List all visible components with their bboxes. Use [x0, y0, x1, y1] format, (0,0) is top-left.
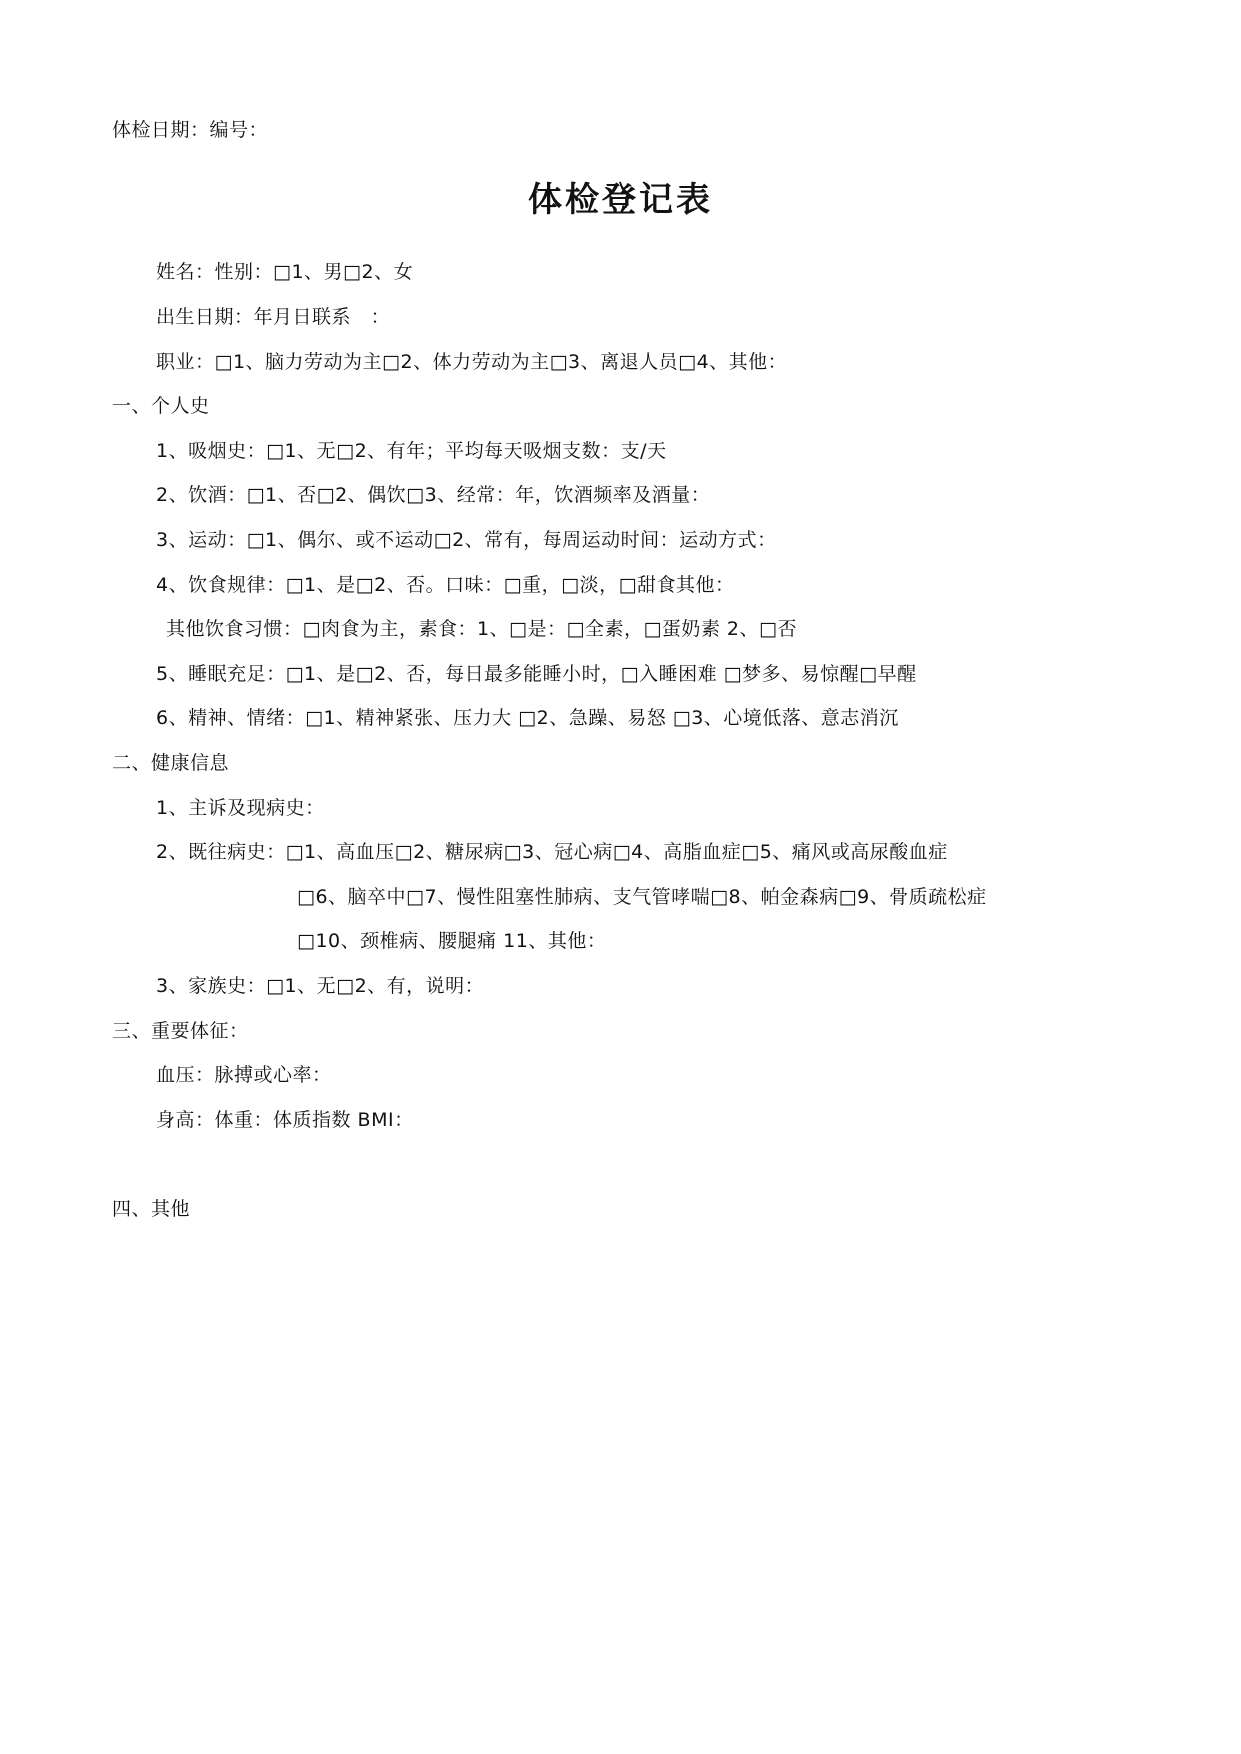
page-title: 体检登记表 [528, 180, 713, 220]
past-history-line-1: 2、既往病史：□1、高血压□2、糖尿病□3、冠心病□4、高脂血症□5、痛风或高尿酸血症 [156, 841, 948, 863]
past-history-line-2: □6、脑卒中□7、慢性阻塞性肺病、支气管哮喘□8、帕金森病□9、骨质疏松症 [297, 886, 987, 908]
section-personal-history-heading: 一、个人史 [112, 395, 210, 417]
past-history-line-3: □10、颈椎病、腰腿痛 11、其他： [297, 930, 607, 952]
section-other-heading: 四、其他 [112, 1198, 191, 1220]
birth-contact-line: 出生日期：年月日联系 ： [156, 306, 391, 328]
sleep-line: 5、睡眠充足：□1、是□2、否，每日最多能睡小时，□入睡困难 □梦多、易惊醒□早醒 [156, 663, 917, 685]
smoking-history-line: 1、吸烟史：□1、无□2、有年；平均每天吸烟支数：支/天 [156, 440, 667, 462]
diet-other-line: 其他饮食习惯：□肉食为主，素食：1、□是：□全素，□蛋奶素 2、□否 [166, 618, 797, 640]
section-health-info-heading: 二、健康信息 [112, 752, 230, 774]
exercise-line: 3、运动：□1、偶尔、或不运动□2、常有，每周运动时间：运动方式： [156, 529, 777, 551]
blood-pressure-line: 血压：脉搏或心率： [156, 1064, 332, 1086]
name-gender-line: 姓名：性别：□1、男□2、女 [156, 261, 414, 283]
family-history-line: 3、家族史：□1、无□2、有，说明： [156, 975, 485, 997]
occupation-line: 职业：□1、脑力劳动为主□2、体力劳动为主□3、离退人员□4、其他： [156, 351, 788, 373]
mental-line: 6、精神、情绪：□1、精神紧张、压力大 □2、急躁、易怒 □3、心境低落、意志消沉 [156, 707, 899, 729]
diet-line: 4、饮食规律：□1、是□2、否。口味：□重，□淡，□甜食其他： [156, 574, 735, 596]
exam-date-number-label: 体检日期：编号： [112, 119, 269, 141]
complaint-line: 1、主诉及现病史： [156, 797, 325, 819]
drinking-line: 2、饮酒：□1、否□2、偶饮□3、经常：年，饮酒频率及酒量： [156, 484, 711, 506]
section-vital-signs-heading: 三、重要体征： [112, 1020, 249, 1042]
height-weight-bmi-line: 身高：体重：体质指数 BMI： [156, 1109, 414, 1131]
